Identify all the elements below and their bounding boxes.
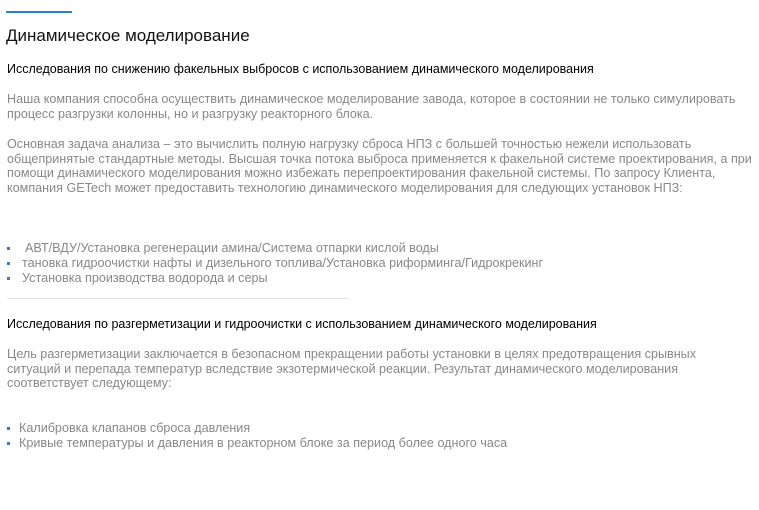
bullet-marker-icon	[7, 277, 10, 280]
refinery-units-list	[7, 241, 543, 286]
list-item	[7, 271, 543, 286]
section-heading-depressurization: Исследования по разгерметизации и гидроочистки с использованием динамического моделирования	[7, 317, 597, 331]
section1-body-paragraph: Основная задача анализа – это вычислить полную нагрузку сброса НПЗ с большей точностью нежели использовать общепринятые стандартные методы. Высшая точка потока выброса применяется к факельной системе проектирования, а при помощи динамического моделирования можно избежать перепроектирования факельной системы. По запросу Клиента, компания GETech может предоставить технологию динамического моделирования для следующих установок НПЗ:	[7, 137, 752, 195]
title-accent-bar	[6, 11, 72, 13]
bullet-marker-icon	[7, 262, 10, 265]
simulation-results-list	[7, 421, 507, 451]
bullet-marker-icon	[7, 247, 10, 250]
list-item	[7, 256, 543, 271]
list-item-label: Кривые температуры и давления в реакторном блоке за период более одного часа	[19, 436, 508, 450]
list-item-label: тановка гидроочистки нафты и дизельного топлива/Установка риформинга/Гидрокрекинг	[22, 256, 544, 270]
section-heading-flare-reduction: Исследования по снижению факельных выбросов с использованием динамического моделирования	[7, 62, 594, 76]
section-divider	[7, 298, 348, 299]
page-title: Динамическое моделирование	[6, 26, 250, 45]
bullet-marker-icon	[7, 427, 10, 430]
bullet-marker-icon	[7, 442, 10, 445]
list-item	[7, 241, 543, 256]
section1-intro-paragraph: Наша компания способна осуществить динамическое моделирование завода, которое в состоянии не только симулировать процесс разгрузки колонны, но и разгрузку реакторного блока.	[7, 92, 736, 121]
list-item-label: АВТ/ВДУ/Установка регенерации амина/Система отпарки кислой воды	[25, 241, 439, 255]
list-item-label: Установка производства водорода и серы	[22, 271, 268, 285]
list-item	[7, 421, 507, 436]
list-item	[7, 436, 507, 451]
list-item-label: Калибровка клапанов сброса давления	[19, 421, 251, 435]
section2-body-paragraph: Цель разгерметизации заключается в безопасном прекращении работы установки в целях предотвращения срывных ситуаций и перепада температур вследствие экзотермической реакции. Результат динамического моделирования соответствует следующему:	[7, 347, 697, 391]
